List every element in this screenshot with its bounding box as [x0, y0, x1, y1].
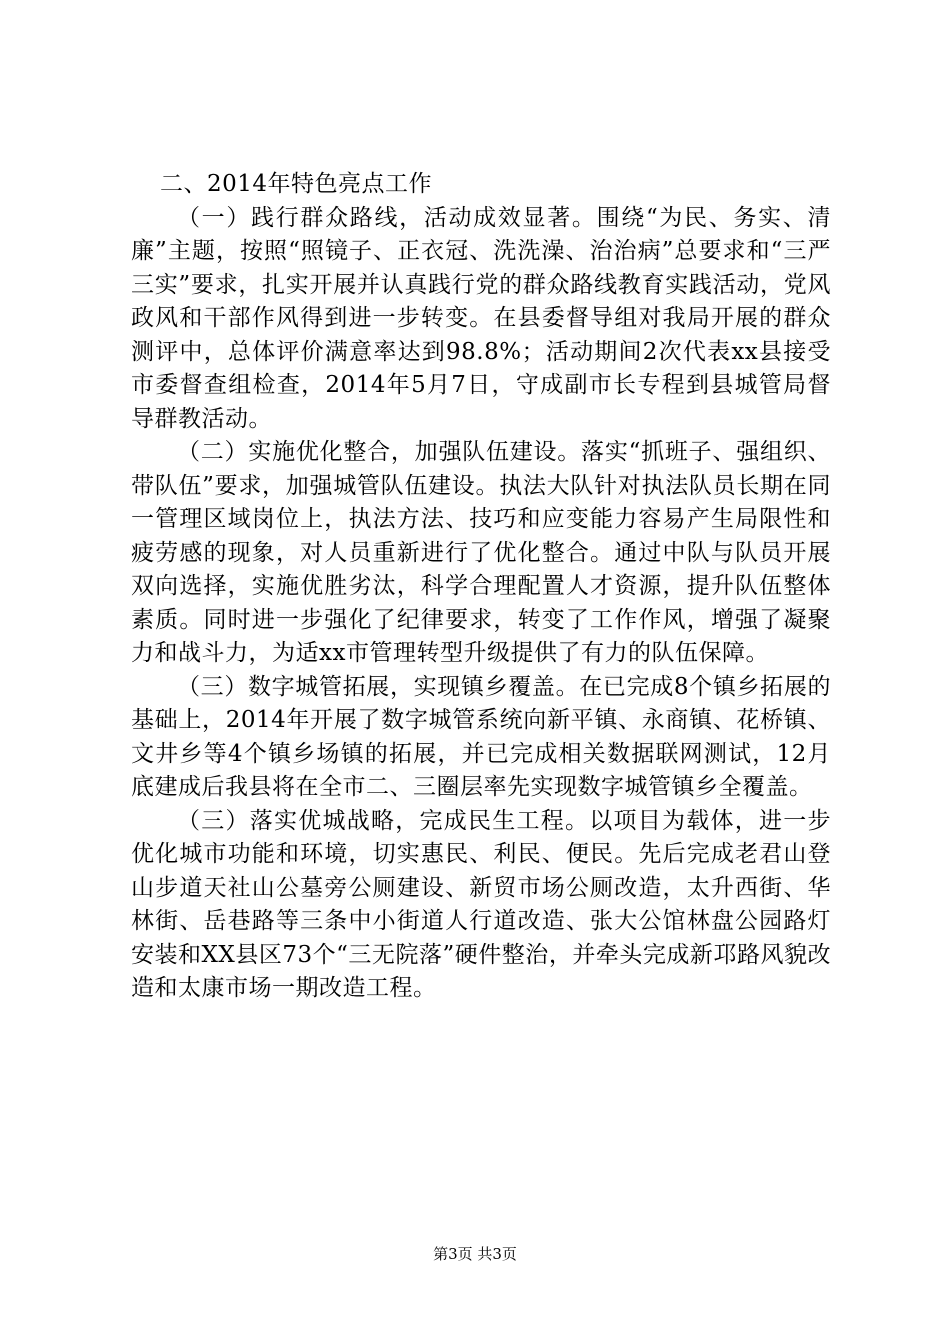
paragraph-4: （三）落实优城战略，完成民生工程。以项目为载体，进一步优化城市功能和环境，切实惠民、利民、便民。先后完成老君山登山步道天社山公墓旁公厕建设、新贸市场公厕改造，太升西街、华林街、岳巷路等三条中小街道人行道改造、张大公馆林盘公园路灯安装和XX县区73个“三无院落”硬件整治，并牵头完成新邛路风貌改造和太康市场一期改造工程。 [131, 807, 831, 1001]
paragraph-2: （二）实施优化整合，加强队伍建设。落实“抓班子、强组织、带队伍”要求，加强城管队伍建设。执法大队针对执法队员长期在同一管理区域岗位上，执法方法、技巧和应变能力容易产生局限性和疲劳感的现象，对人员重新进行了优化整合。通过中队与队员开展双向选择，实施优胜劣汰，科学合理配置人才资源，提升队伍整体素质。同时进一步强化了纪律要求，转变了工作作风，增强了凝聚力和战斗力，为适xx市管理转型升级提供了有力的队伍保障。 [131, 439, 831, 666]
document-body [131, 168, 831, 1006]
paragraph-3: （三）数字城管拓展，实现镇乡覆盖。在已完成8个镇乡拓展的基础上，2014年开展了数字城管系统向新平镇、永商镇、花桥镇、文井乡等4个镇乡场镇的拓展，并已完成相关数据联网测试，12月底建成后我县将在全市二、三圈层率先实现数字城管镇乡全覆盖。 [131, 673, 831, 800]
paragraph-1: （一）践行群众路线，活动成效显著。围绕“为民、务实、清廉”主题，按照“照镜子、正衣冠、洗洗澡、治治病”总要求和“三严三实”要求，扎实开展并认真践行党的群众路线教育实践活动，党风政风和干部作风得到进一步转变。在县委督导组对我局开展的群众测评中，总体评价满意率达到98.8%；活动期间2次代表xx县接受市委督查组检查，2014年5月7日，守成副市长专程到县城管局督导群教活动。 [131, 204, 831, 432]
section-heading: 二、2014年特色亮点工作 [160, 171, 433, 197]
page-footer: 第3页 共3页 [433, 1245, 517, 1263]
